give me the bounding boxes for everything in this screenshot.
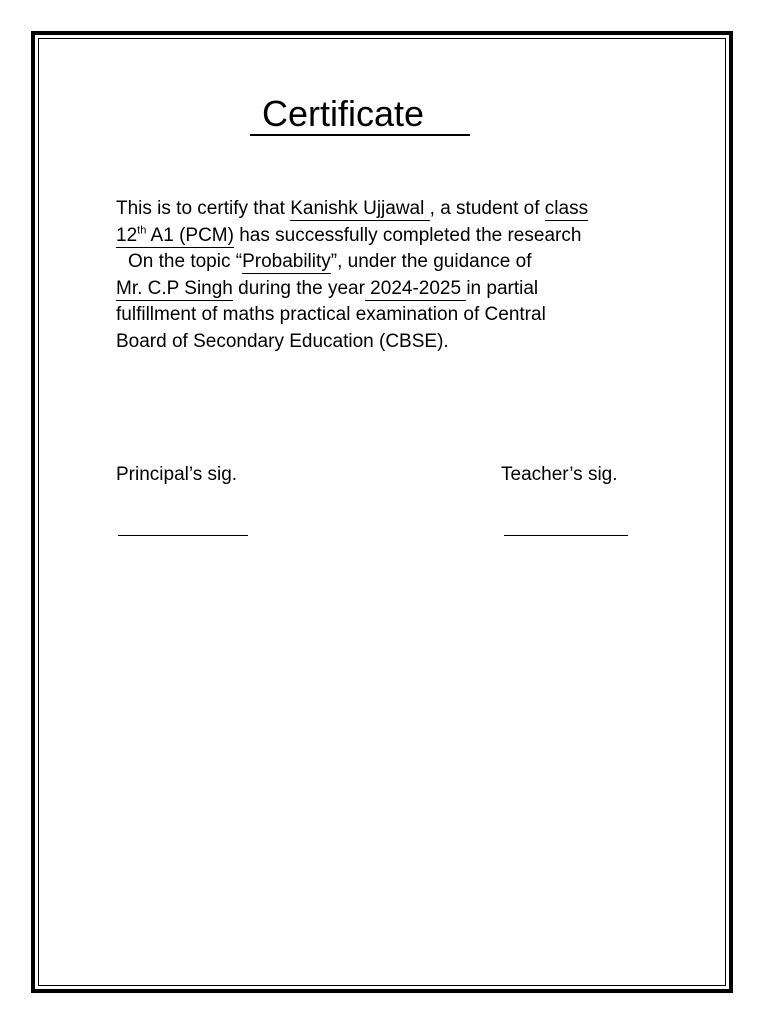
student-name: Kanishk Ujjawal: [290, 198, 430, 219]
body-line-2: [116, 223, 676, 250]
class-word: class: [544, 198, 589, 219]
academic-year: 2024-2025: [364, 277, 467, 299]
body-line-5: fulfillment of maths practical examination of Central: [116, 304, 546, 326]
body-text-year: during the year: [232, 277, 365, 299]
guide-name: Mr. C.P Singh: [116, 277, 233, 299]
body-text-student-of: , a student of: [429, 198, 545, 219]
class-section: A1 (PCM): [146, 224, 234, 246]
teacher-signature-label: Teacher’s sig.: [501, 464, 618, 485]
body-line-1: [116, 196, 676, 223]
class-value: [116, 225, 234, 248]
body-text-completed: has successfully completed the research: [233, 224, 582, 246]
principal-signature-label: Principal’s sig.: [116, 464, 238, 485]
body-text-topic: On the topic “: [128, 251, 243, 273]
body-text-partial: in partial: [466, 277, 539, 299]
topic-name: Probability: [242, 251, 331, 273]
body-line-4: [116, 276, 676, 303]
certificate-title: Certificate: [250, 92, 470, 136]
teacher-signature-line: [504, 535, 628, 536]
body-text-intro: This is to certify that: [116, 198, 291, 219]
body-text-guidance: ”, under the guidance of: [330, 251, 532, 273]
class-superscript: th: [137, 224, 147, 237]
class-number: 12: [116, 224, 138, 246]
page-border-inner: [38, 38, 726, 986]
body-line-3: [116, 249, 676, 276]
certificate-body: [116, 196, 676, 356]
body-line-6: Board of Secondary Education (CBSE).: [116, 330, 449, 352]
principal-signature-line: [118, 535, 248, 536]
